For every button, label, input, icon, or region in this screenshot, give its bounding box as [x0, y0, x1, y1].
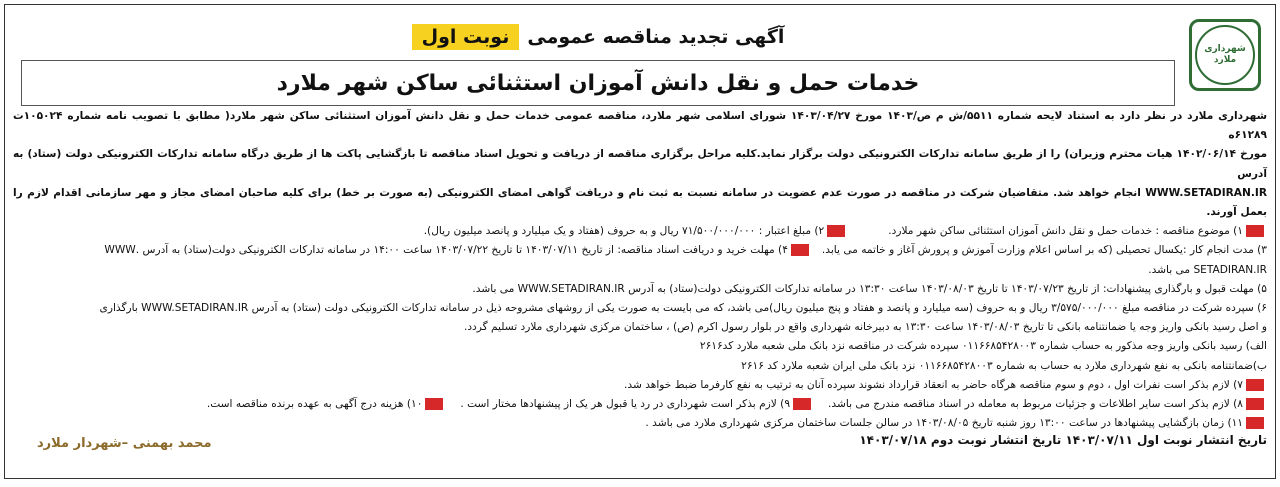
logo-text-top: شهرداری: [1204, 44, 1246, 54]
items-row-1-2: [13, 222, 1267, 241]
intro-line-1: شهرداری ملارد در نظر دارد به استناد لایحه شماره ۵۵۱۱/ش م ص/۱۴۰۳ مورخ ۱۴۰۳/۰۴/۲۷ شورای اسلامی شهر ملارد، مناقصه عمومی خدمات حمل و نقل دانش آموزان استثنائی ساکن شهر ملارد( مطابق با تصویب نامه شماره ۱۰۵۰۲۴ت ۶۱۲۸۹ه: [13, 110, 1268, 142]
notice-title-row: [21, 19, 1175, 55]
item-marker: [1246, 225, 1264, 237]
logo-seal: [1195, 25, 1255, 85]
item-8-text: ۸) لازم بذکر است سایر اطلاعات و جزئیات مربوط به معامله در اسناد مناقصه مندرج می باشد.: [828, 398, 1243, 411]
item-7-text: ۷) لازم بذکر است نفرات اول ، دوم و سوم مناقصه هرگاه حاضر به انعقاد قرارداد نشوند سپرده آنان به ترتیب به نفع کارفرما ضبط خواهد شد.: [624, 378, 1243, 391]
items-row-3-4: [13, 241, 1267, 260]
item-9-text: ۹) لازم بذکر است شهرداری در رد یا قبول هر یک از پیشنهادها مختار است .: [460, 398, 791, 411]
item-10: [207, 395, 447, 414]
item-marker: [425, 398, 443, 410]
municipality-logo: [1189, 19, 1261, 91]
item-marker: [791, 244, 809, 256]
item-3-text: ۳) مدت انجام کار :یکسال تحصیلی (که بر اساس اعلام وزارت آموزش و پرورش آغاز و خاتمه می یابد.: [821, 244, 1267, 257]
item-marker: [827, 225, 845, 237]
item-10-text: ۱۰) هزینه درج آگهی به عهده برنده مناقصه است.: [206, 398, 423, 411]
item-2-text: ۲) مبلغ اعتبار : ۷۱/۵۰۰/۰۰۰/۰۰۰ ریال و به حروف (هفتاد و یک میلیارد و پانصد میلیون ریال).: [423, 225, 825, 238]
tender-notice: [4, 4, 1276, 479]
item-6-continued: و اصل رسید بانکی واریز وجه یا ضمانتنامه بانکی تا تاریخ ۱۴۰۳/۰۸/۰۳ ساعت ۱۳:۳۰ به دبیرخانه شهرداری واقع در بلوار رسول اکرم (ص) ، ساختمان مرکزی شهرداری ملارد تسلیم گردد.: [463, 321, 1267, 334]
item-marker: [1246, 398, 1264, 410]
item-6: ۶) سپرده شرکت در مناقصه مبلغ ۳/۵۷۵/۰۰۰/۰۰۰ ریال و به حروف (سه میلیارد و پانصد و هفتاد و پنج میلیون ریال)می باشد، که می بایست به صورت یکی از روشهای مشروحه ذیل در سامانه تدارکات الکترونیکی دولت (ستاد) به آدرس WWW.SETADIRAN.IR بارگذاری: [99, 302, 1267, 315]
item-1-text: ۱) موضوع مناقصه : خدمات حمل و نقل دانش آموزان استثنائی ساکن شهر ملارد.: [888, 225, 1243, 238]
tender-subject: خدمات حمل و نقل دانش آموزان استثنائی ساکن شهر ملارد: [21, 60, 1175, 106]
item-5: ۵) مهلت قبول و بارگذاری پیشنهادات: از تاریخ ۱۴۰۳/۰۷/۲۳ تا تاریخ ۱۴۰۳/۰۸/۰۳ ساعت ۱۳:۳۰ در سامانه تدارکات الکترونیکی دولت(ستاد) به آدرس WWW.SETADIRAN.IR می باشد.: [472, 282, 1267, 295]
logo-text-bottom: ملارد: [1213, 55, 1237, 65]
item-7: [13, 376, 1267, 395]
mayor-signature: محمد بهمنی –شهردار ملارد: [37, 436, 212, 451]
item-4: [104, 241, 812, 260]
notice-body: [13, 107, 1267, 433]
item-2: [424, 222, 849, 241]
items-row-8-10: [13, 395, 1267, 414]
intro-line-2: مورخ ۱۴۰۲/۰۶/۱۴ هیات محترم وزیران) را از طریق سامانه تدارکات الکترونیکی دولت برگزار نماید.کلیه مراحل برگزاری مناقصه از دریافت و تحویل اسناد مناقصه تا بازگشایی پاکت ها از طریق درگاه سامانه تدارکات الکترونیکی دولت (ستاد) به آدرس: [13, 148, 1268, 180]
publication-dates: تاریخ انتشار نوبت اول ۱۴۰۳/۰۷/۱۱ تاریخ انتشار نوبت دوم ۱۴۰۳/۰۷/۱۸: [859, 433, 1267, 447]
item-1: [888, 222, 1267, 241]
item-6-option-a: الف) رسید بانکی واریز وجه مذکور به حساب شماره ۰۱۱۶۶۸۵۴۲۸۰۰۳ سپرده شرکت در مناقصه نزد بانک ملی شعبه ملارد کد۲۶۱۶: [699, 340, 1267, 353]
notice-footer: [13, 428, 1267, 472]
item-9: [460, 395, 814, 414]
item-8: [828, 395, 1267, 414]
intro-line-3: WWW.SETADIRAN.IR انجام خواهد شد. متقاضیان شرکت در مناقصه در صورت عدم عضویت در سامانه نسبت به ثبت نام و دریافت گواهی امضای الکترونیکی (به صورت بر خط) برای کلیه صاحبان امضای مجاز و مهر سازمانی اقدام لازم را بعمل آورند.: [13, 186, 1267, 219]
item-marker: [793, 398, 811, 410]
item-marker: [1246, 379, 1264, 391]
item-4-continued: SETADIRAN.IR می باشد.: [1148, 263, 1267, 276]
item-4-text: ۴) مهلت خرید و دریافت اسناد مناقصه: از تاریخ ۱۴۰۳/۰۷/۱۱ تا تاریخ ۱۴۰۳/۰۷/۲۲ ساعت ۱۴:۰۰ در سامانه تدارکات الکترونیکی دولت(ستاد) به آدرس .WWW: [104, 244, 788, 257]
round-badge: نوبت اول: [412, 24, 520, 50]
notice-title: آگهی تجدید مناقصه عمومی: [527, 26, 785, 48]
item-6-option-b: ب)ضمانتنامه بانکی به نفع شهرداری ملارد به حساب به شماره ۰۱۱۶۶۸۵۴۲۸۰۰۳ نزد بانک ملی ایران شعبه ملارد کد ۲۶۱۶: [741, 359, 1267, 372]
item-11-text: ۱۱) زمان بازگشایی پیشنهادها در ساعت ۱۳:۰۰ روز شنبه تاریخ ۱۴۰۳/۰۸/۰۵ در سالن جلسات ساختمان مرکزی شهرداری ملارد می باشد .: [645, 417, 1243, 430]
